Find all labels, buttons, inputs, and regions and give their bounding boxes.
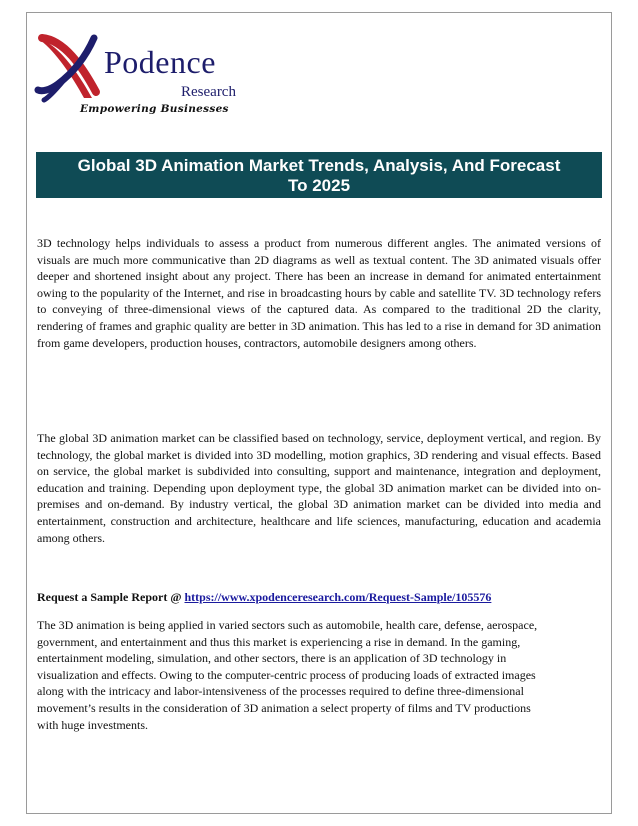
- logo-brand-text: Podence: [104, 44, 216, 80]
- request-sample-link[interactable]: https://www.xpodenceresearch.com/Request-Sample/105576: [184, 590, 492, 604]
- applications-line: The 3D animation is being applied in varied sectors such as automobile, health care, defense, aerospace,: [37, 618, 538, 632]
- logo-tagline: Empowering Businesses: [80, 103, 229, 115]
- intro-paragraph: 3D technology helps individuals to assess a product from numerous different angles. The animated versions of visuals are much more communicative than 2D diagrams as well as textual content. The 3D animated visuals offer deeper and shortened insight about any project. There has been an increase in demand for animated entertainment owing to the popularity of the Internet, and rise in broadcasting hours by cable and satellite TV. 3D technology refers to conveying of three-dimensional views of the captured data. As compared to the traditional 2D the clarity, rendering of frames and graphic quality are better in 3D animation. This has led to a rise in demand for 3D animation from game developers, production houses, contractors, automobile designers among others.: [37, 236, 601, 350]
- applications-line: with huge investments.: [37, 717, 148, 732]
- applications-paragraph: [37, 617, 601, 733]
- company-logo: [34, 32, 244, 122]
- title-line-2: To 2025: [287, 176, 351, 195]
- applications-line: government, and entertainment and thus this market is experiencing a rise in demand. In the gaming,: [37, 634, 521, 649]
- segmentation-paragraph: The global 3D animation market can be classified based on technology, service, deployment vertical, and region. By technology, the global market is divided into 3D modelling, motion graphics, 3D rendering and visual effects. Based on service, the global market is subdivided into consulting, support and maintenance, integration and deployment, education and training. Depending upon deployment type, the global 3D animation market can be divided into on-premises and on-demand. By industry vertical, the global 3D animation market can be divided into media and entertainment, construction and architecture, healthcare and life sciences, manufacturing, education and academia among others.: [37, 431, 601, 545]
- applications-line: movement’s results in the consideration of 3D animation a select property of films and TV productions: [37, 700, 531, 715]
- applications-line: visualization and effects. Owing to the computer-centric process of producing loads of extracted images: [37, 667, 536, 682]
- applications-line: entertainment modeling, simulation, and other sectors, there is an application of 3D technology in: [37, 651, 507, 666]
- request-sample-label: Request a Sample Report @: [37, 590, 185, 604]
- title-line-1: Global 3D Animation Market Trends, Analysis, And Forecast: [77, 156, 561, 175]
- request-sample-line: [37, 590, 601, 605]
- logo-sub-text: Research: [181, 84, 236, 100]
- applications-line: along with the intricacy and labor-intensiveness of the processes required to define three-dimensional: [37, 684, 524, 699]
- title-banner: [36, 152, 602, 198]
